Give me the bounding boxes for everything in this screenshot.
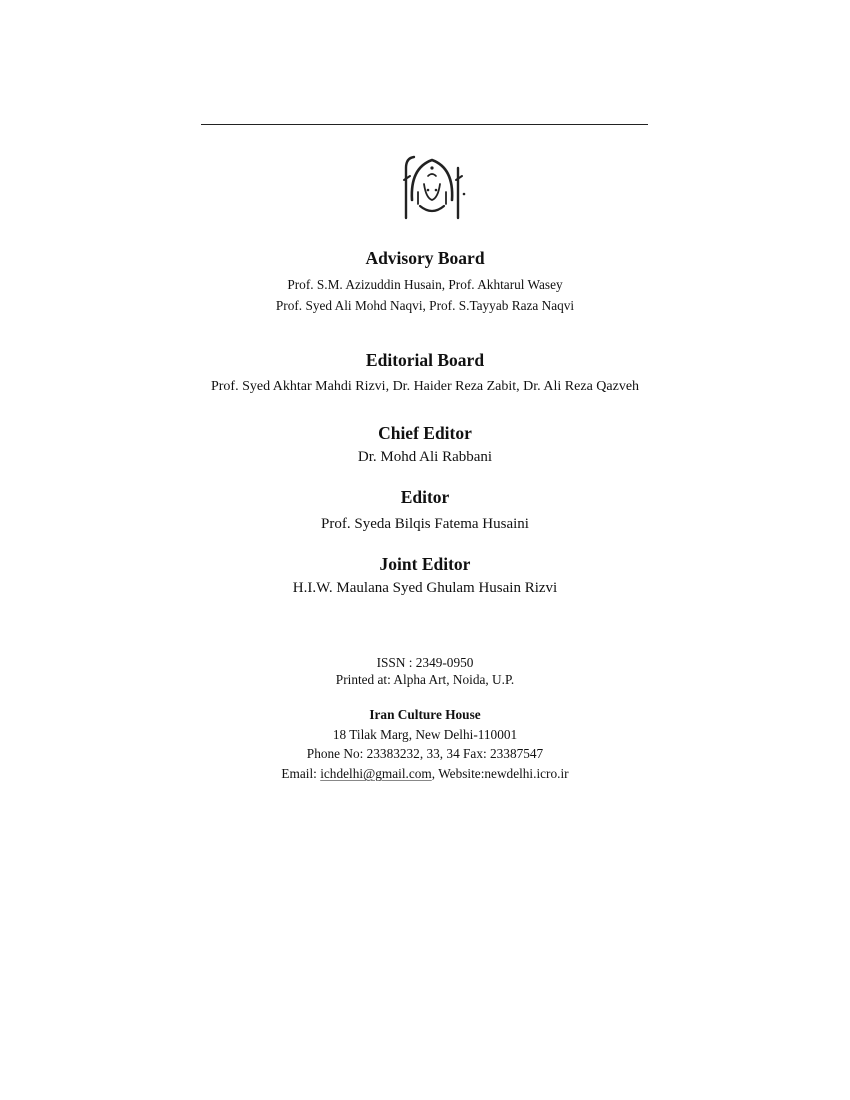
chief-editor-name: Dr. Mohd Ali Rabbani (357, 449, 493, 465)
top-divider (201, 124, 648, 125)
publisher-phone: Phone No: 23383232, 33, 34 Fax: 23387547 (306, 746, 544, 761)
publisher-address: 18 Tilak Marg, New Delhi-110001 (332, 727, 518, 742)
chief-editor-heading: Chief Editor (378, 423, 472, 443)
printed-at-line: Printed at: Alpha Art, Noida, U.P. (335, 672, 515, 687)
editorial-board-members: Prof. Syed Akhtar Mahdi Rizvi, Dr. Haider Reza Zabit, Dr. Ali Reza Qazveh (210, 379, 640, 394)
advisory-board-line-1: Prof. S.M. Azizuddin Husain, Prof. Akhtarul Wasey (287, 277, 563, 292)
joint-editor-name: H.I.W. Maulana Syed Ghulam Husain Rizvi (292, 580, 558, 596)
joint-editor-heading: Joint Editor (379, 554, 471, 574)
publisher-contact-line (0, 766, 850, 782)
email-label: Email: (281, 766, 321, 781)
website-link[interactable]: newdelhi.icro.ir (484, 766, 569, 781)
email-link[interactable]: ichdelhi@gmail.com (320, 766, 432, 781)
editorial-board-heading: Editorial Board (365, 350, 485, 370)
issn-line: ISSN : 2349-0950 (376, 655, 474, 670)
advisory-board-heading: Advisory Board (365, 248, 485, 268)
publisher-name: Iran Culture House (369, 707, 481, 722)
website-label: , Website: (431, 766, 485, 781)
advisory-board-line-2: Prof. Syed Ali Mohd Naqvi, Prof. S.Tayyab Raza Naqvi (275, 298, 575, 313)
editor-heading: Editor (400, 487, 450, 507)
editor-name: Prof. Syeda Bilqis Fatema Husaini (321, 516, 529, 532)
calligraphy-logo-icon (398, 154, 470, 220)
